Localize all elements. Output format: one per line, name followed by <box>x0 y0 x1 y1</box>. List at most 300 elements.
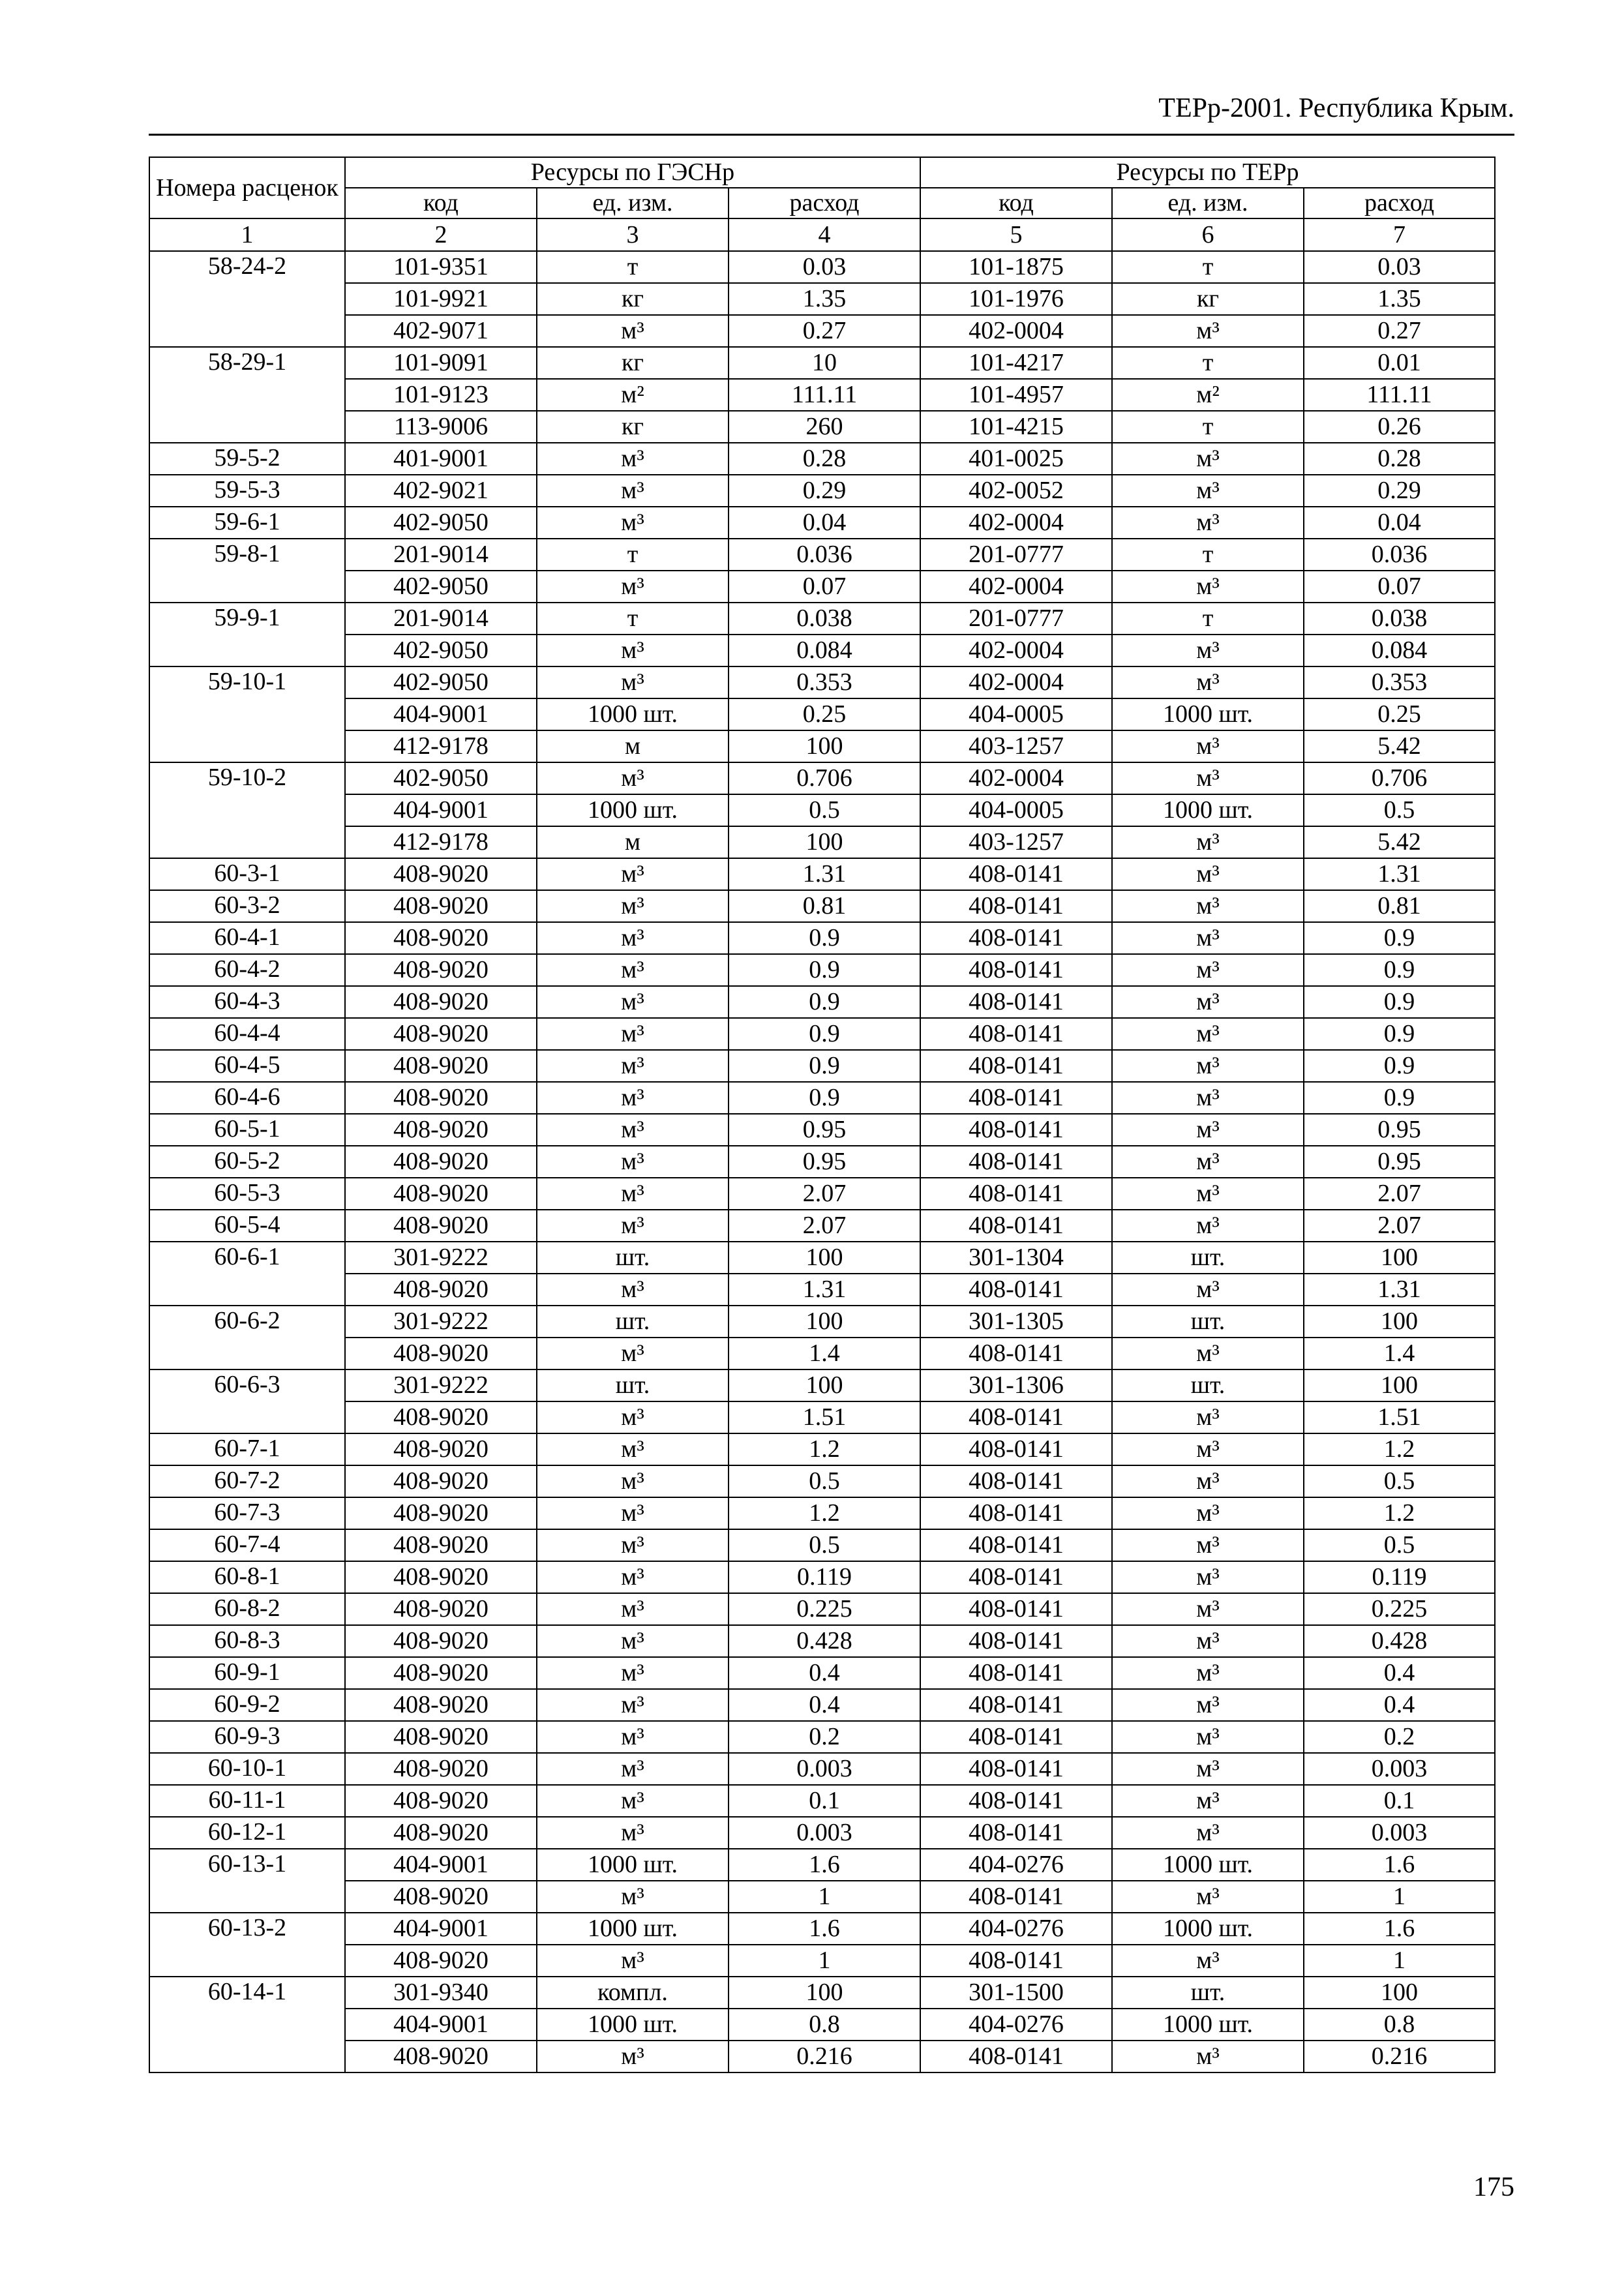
gesn-code-cell: 408-9020 <box>345 1338 537 1369</box>
gesn-code-cell: 301-9222 <box>345 1369 537 1401</box>
ter-code-cell: 403-1257 <box>920 826 1112 858</box>
gesn-unit-cell: м³ <box>537 1114 729 1146</box>
ter-unit-cell: м³ <box>1112 954 1304 986</box>
ter-unit-cell: м³ <box>1112 762 1304 794</box>
ter-unit-cell: м³ <box>1112 1433 1304 1465</box>
gesn-unit-cell: м³ <box>537 1753 729 1785</box>
ter-unit-cell: м³ <box>1112 1625 1304 1657</box>
gesn-consumption-cell: 1.4 <box>729 1338 920 1369</box>
ter-consumption-cell: 0.81 <box>1304 890 1495 922</box>
table-row <box>149 2009 1495 2041</box>
table-row <box>149 443 1495 475</box>
ter-code-cell: 408-0141 <box>920 890 1112 922</box>
gesn-code-cell: 408-9020 <box>345 1753 537 1785</box>
gesn-code-cell: 408-9020 <box>345 1274 537 1306</box>
table-row <box>149 1274 1495 1306</box>
ter-code-cell: 408-0141 <box>920 1721 1112 1753</box>
ter-consumption-cell: 0.003 <box>1304 1817 1495 1849</box>
gesn-consumption-cell: 100 <box>729 826 920 858</box>
gesn-code-cell: 402-9071 <box>345 315 537 347</box>
rate-number-cell: 60-8-2 <box>149 1593 345 1625</box>
gesn-code-cell: 408-9020 <box>345 1881 537 1913</box>
gesn-unit-cell: кг <box>537 283 729 315</box>
gesn-unit-cell: м³ <box>537 635 729 666</box>
gesn-unit-cell: 1000 шт. <box>537 794 729 826</box>
gesn-consumption-cell: 100 <box>729 730 920 762</box>
table-row <box>149 762 1495 794</box>
rate-number-cell: 59-5-2 <box>149 443 345 475</box>
ter-code-cell: 301-1305 <box>920 1306 1112 1338</box>
gesn-unit-cell: м <box>537 730 729 762</box>
table-row <box>149 571 1495 603</box>
table-row <box>149 922 1495 954</box>
ter-unit-cell: м³ <box>1112 1657 1304 1689</box>
gesn-code-cell: 408-9020 <box>345 1657 537 1689</box>
ter-consumption-cell: 0.9 <box>1304 922 1495 954</box>
table-row <box>149 539 1495 571</box>
column-number: 1 <box>149 218 345 251</box>
gesn-unit-cell: м³ <box>537 1210 729 1242</box>
gesn-unit-cell: м³ <box>537 1561 729 1593</box>
header-gesn-resources: Ресурсы по ГЭСНр <box>345 157 920 188</box>
gesn-unit-cell: т <box>537 539 729 571</box>
ter-code-cell: 408-0141 <box>920 1497 1112 1529</box>
gesn-consumption-cell: 100 <box>729 1977 920 2009</box>
ter-consumption-cell: 1.4 <box>1304 1338 1495 1369</box>
ter-code-cell: 408-0141 <box>920 1945 1112 1977</box>
table-row <box>149 1050 1495 1082</box>
ter-code-cell: 408-0141 <box>920 1753 1112 1785</box>
gesn-unit-cell: м³ <box>537 762 729 794</box>
gesn-consumption-cell: 0.9 <box>729 1082 920 1114</box>
ter-consumption-cell: 0.95 <box>1304 1114 1495 1146</box>
ter-consumption-cell: 5.42 <box>1304 730 1495 762</box>
ter-code-cell: 408-0141 <box>920 1114 1112 1146</box>
gesn-consumption-cell: 0.5 <box>729 794 920 826</box>
gesn-unit-cell: м³ <box>537 1785 729 1817</box>
rate-number-cell: 60-6-1 <box>149 1242 345 1306</box>
gesn-unit-cell: м³ <box>537 1465 729 1497</box>
ter-unit-cell: м³ <box>1112 1082 1304 1114</box>
table-row <box>149 283 1495 315</box>
ter-code-cell: 408-0141 <box>920 1881 1112 1913</box>
gesn-unit-cell: м³ <box>537 1945 729 1977</box>
table-row <box>149 1817 1495 1849</box>
gesn-consumption-cell: 0.706 <box>729 762 920 794</box>
gesn-code-cell: 408-9020 <box>345 2041 537 2072</box>
ter-consumption-cell: 1.6 <box>1304 1849 1495 1881</box>
gesn-code-cell: 402-9050 <box>345 762 537 794</box>
gesn-consumption-cell: 1.2 <box>729 1497 920 1529</box>
gesn-unit-cell: м³ <box>537 571 729 603</box>
table-row <box>149 1082 1495 1114</box>
ter-code-cell: 402-0004 <box>920 762 1112 794</box>
ter-unit-cell: м² <box>1112 379 1304 411</box>
rate-number-cell: 59-5-3 <box>149 475 345 507</box>
rate-number-cell: 60-4-5 <box>149 1050 345 1082</box>
gesn-unit-cell: м³ <box>537 666 729 698</box>
table-row <box>149 1369 1495 1401</box>
ter-code-cell: 401-0025 <box>920 443 1112 475</box>
rate-number-cell: 60-6-3 <box>149 1369 345 1433</box>
ter-unit-cell: м³ <box>1112 1721 1304 1753</box>
ter-code-cell: 301-1304 <box>920 1242 1112 1274</box>
ter-code-cell: 402-0004 <box>920 507 1112 539</box>
table-row <box>149 1689 1495 1721</box>
ter-code-cell: 408-0141 <box>920 1817 1112 1849</box>
ter-code-cell: 101-4217 <box>920 347 1112 379</box>
rate-number-cell: 60-5-1 <box>149 1114 345 1146</box>
table-row <box>149 1529 1495 1561</box>
gesn-code-cell: 408-9020 <box>345 1561 537 1593</box>
gesn-code-cell: 408-9020 <box>345 1593 537 1625</box>
ter-code-cell: 408-0141 <box>920 2041 1112 2072</box>
gesn-unit-cell: м³ <box>537 1338 729 1369</box>
gesn-consumption-cell: 1.6 <box>729 1849 920 1881</box>
gesn-consumption-cell: 0.27 <box>729 315 920 347</box>
rate-number-cell: 58-24-2 <box>149 251 345 347</box>
table-row <box>149 1593 1495 1625</box>
gesn-consumption-cell: 0.5 <box>729 1465 920 1497</box>
ter-unit-cell: м³ <box>1112 1178 1304 1210</box>
ter-unit-cell: т <box>1112 603 1304 635</box>
gesn-code-cell: 401-9001 <box>345 443 537 475</box>
ter-consumption-cell: 0.27 <box>1304 315 1495 347</box>
document-header-title: ТЕРр-2001. Республика Крым. <box>1158 93 1514 123</box>
table-row <box>149 826 1495 858</box>
table-row <box>149 1178 1495 1210</box>
gesn-consumption-cell: 0.119 <box>729 1561 920 1593</box>
gesn-consumption-cell: 0.8 <box>729 2009 920 2041</box>
gesn-consumption-cell: 0.07 <box>729 571 920 603</box>
ter-unit-cell: м³ <box>1112 1785 1304 1817</box>
subheader-ter-consumption: расход <box>1304 188 1495 218</box>
table-row <box>149 794 1495 826</box>
ter-code-cell: 408-0141 <box>920 1689 1112 1721</box>
ter-code-cell: 101-1976 <box>920 283 1112 315</box>
gesn-code-cell: 404-9001 <box>345 2009 537 2041</box>
ter-consumption-cell: 0.119 <box>1304 1561 1495 1593</box>
ter-consumption-cell: 2.07 <box>1304 1178 1495 1210</box>
gesn-code-cell: 408-9020 <box>345 1945 537 1977</box>
column-number: 3 <box>537 218 729 251</box>
gesn-code-cell: 408-9020 <box>345 1497 537 1529</box>
gesn-consumption-cell: 100 <box>729 1306 920 1338</box>
ter-consumption-cell: 0.428 <box>1304 1625 1495 1657</box>
ter-unit-cell: м³ <box>1112 922 1304 954</box>
ter-consumption-cell: 0.5 <box>1304 1465 1495 1497</box>
column-number: 2 <box>345 218 537 251</box>
ter-consumption-cell: 0.03 <box>1304 251 1495 283</box>
table-row <box>149 475 1495 507</box>
ter-code-cell: 408-0141 <box>920 1529 1112 1561</box>
ter-unit-cell: м³ <box>1112 1881 1304 1913</box>
column-numbers-row <box>149 218 1495 251</box>
ter-consumption-cell: 0.9 <box>1304 1050 1495 1082</box>
rate-number-cell: 58-29-1 <box>149 347 345 443</box>
table-row <box>149 1146 1495 1178</box>
ter-consumption-cell: 0.9 <box>1304 986 1495 1018</box>
ter-unit-cell: м³ <box>1112 1497 1304 1529</box>
table-row <box>149 2041 1495 2072</box>
gesn-consumption-cell: 1.6 <box>729 1913 920 1945</box>
gesn-unit-cell: м² <box>537 379 729 411</box>
gesn-code-cell: 408-9020 <box>345 1401 537 1433</box>
ter-code-cell: 101-4215 <box>920 411 1112 443</box>
ter-consumption-cell: 0.4 <box>1304 1689 1495 1721</box>
ter-code-cell: 201-0777 <box>920 603 1112 635</box>
gesn-code-cell: 408-9020 <box>345 1146 537 1178</box>
header-rule <box>149 134 1514 136</box>
gesn-unit-cell: м³ <box>537 1625 729 1657</box>
rate-number-cell: 60-6-2 <box>149 1306 345 1369</box>
gesn-consumption-cell: 0.9 <box>729 922 920 954</box>
rate-number-cell: 60-7-3 <box>149 1497 345 1529</box>
table-row <box>149 1753 1495 1785</box>
ter-consumption-cell: 0.25 <box>1304 698 1495 730</box>
table-row <box>149 1561 1495 1593</box>
table-row <box>149 698 1495 730</box>
table-row <box>149 1721 1495 1753</box>
gesn-code-cell: 404-9001 <box>345 698 537 730</box>
ter-unit-cell: м³ <box>1112 571 1304 603</box>
ter-code-cell: 408-0141 <box>920 1274 1112 1306</box>
gesn-code-cell: 301-9340 <box>345 1977 537 2009</box>
rate-number-cell: 60-5-3 <box>149 1178 345 1210</box>
gesn-consumption-cell: 0.9 <box>729 986 920 1018</box>
table-row <box>149 635 1495 666</box>
ter-consumption-cell: 0.706 <box>1304 762 1495 794</box>
table-row <box>149 986 1495 1018</box>
gesn-consumption-cell: 0.428 <box>729 1625 920 1657</box>
ter-consumption-cell: 0.26 <box>1304 411 1495 443</box>
gesn-unit-cell: м³ <box>537 1657 729 1689</box>
ter-consumption-cell: 1 <box>1304 1881 1495 1913</box>
gesn-code-cell: 408-9020 <box>345 1465 537 1497</box>
subheader-gesn-unit: ед. изм. <box>537 188 729 218</box>
ter-unit-cell: м³ <box>1112 1593 1304 1625</box>
ter-consumption-cell: 1.2 <box>1304 1497 1495 1529</box>
rate-number-cell: 60-3-1 <box>149 858 345 890</box>
gesn-consumption-cell: 260 <box>729 411 920 443</box>
ter-unit-cell: м³ <box>1112 1561 1304 1593</box>
ter-code-cell: 408-0141 <box>920 1657 1112 1689</box>
table-row <box>149 1401 1495 1433</box>
gesn-code-cell: 408-9020 <box>345 1178 537 1210</box>
table-row <box>149 1849 1495 1881</box>
table-row <box>149 1945 1495 1977</box>
ter-code-cell: 408-0141 <box>920 1401 1112 1433</box>
gesn-code-cell: 404-9001 <box>345 794 537 826</box>
ter-code-cell: 408-0141 <box>920 922 1112 954</box>
gesn-unit-cell: м³ <box>537 1018 729 1050</box>
table-row <box>149 954 1495 986</box>
gesn-code-cell: 408-9020 <box>345 1625 537 1657</box>
gesn-consumption-cell: 0.95 <box>729 1114 920 1146</box>
gesn-consumption-cell: 0.9 <box>729 1018 920 1050</box>
gesn-unit-cell: кг <box>537 411 729 443</box>
ter-consumption-cell: 0.038 <box>1304 603 1495 635</box>
table-row <box>149 315 1495 347</box>
gesn-consumption-cell: 0.81 <box>729 890 920 922</box>
ter-code-cell: 408-0141 <box>920 1050 1112 1082</box>
ter-unit-cell: м³ <box>1112 1274 1304 1306</box>
ter-consumption-cell: 0.216 <box>1304 2041 1495 2072</box>
ter-unit-cell: 1000 шт. <box>1112 1913 1304 1945</box>
ter-unit-cell: т <box>1112 539 1304 571</box>
gesn-unit-cell: шт. <box>537 1306 729 1338</box>
column-number: 6 <box>1112 218 1304 251</box>
ter-consumption-cell: 0.2 <box>1304 1721 1495 1753</box>
ter-unit-cell: м³ <box>1112 1689 1304 1721</box>
ter-unit-cell: шт. <box>1112 1977 1304 2009</box>
ter-unit-cell: м³ <box>1112 826 1304 858</box>
subheader-ter-code: код <box>920 188 1112 218</box>
gesn-unit-cell: м³ <box>537 986 729 1018</box>
table-row <box>149 411 1495 443</box>
gesn-unit-cell: м³ <box>537 1593 729 1625</box>
gesn-consumption-cell: 0.036 <box>729 539 920 571</box>
column-number: 4 <box>729 218 920 251</box>
gesn-unit-cell: т <box>537 603 729 635</box>
gesn-consumption-cell: 2.07 <box>729 1178 920 1210</box>
table-row <box>149 1242 1495 1274</box>
ter-consumption-cell: 0.5 <box>1304 1529 1495 1561</box>
ter-code-cell: 408-0141 <box>920 1465 1112 1497</box>
table-row <box>149 1913 1495 1945</box>
gesn-consumption-cell: 0.003 <box>729 1817 920 1849</box>
gesn-consumption-cell: 0.03 <box>729 251 920 283</box>
ter-consumption-cell: 0.29 <box>1304 475 1495 507</box>
ter-consumption-cell: 0.9 <box>1304 1018 1495 1050</box>
gesn-consumption-cell: 0.084 <box>729 635 920 666</box>
gesn-code-cell: 408-9020 <box>345 1817 537 1849</box>
gesn-consumption-cell: 0.4 <box>729 1689 920 1721</box>
ter-code-cell: 404-0276 <box>920 1849 1112 1881</box>
ter-consumption-cell: 1.6 <box>1304 1913 1495 1945</box>
ter-code-cell: 101-4957 <box>920 379 1112 411</box>
ter-code-cell: 408-0141 <box>920 858 1112 890</box>
gesn-consumption-cell: 1.31 <box>729 858 920 890</box>
ter-code-cell: 404-0005 <box>920 794 1112 826</box>
gesn-code-cell: 408-9020 <box>345 954 537 986</box>
gesn-unit-cell: м³ <box>537 890 729 922</box>
ter-consumption-cell: 2.07 <box>1304 1210 1495 1242</box>
ter-code-cell: 408-0141 <box>920 1433 1112 1465</box>
table-row <box>149 1977 1495 2009</box>
gesn-consumption-cell: 1 <box>729 1881 920 1913</box>
gesn-consumption-cell: 0.5 <box>729 1529 920 1561</box>
gesn-code-cell: 408-9020 <box>345 1785 537 1817</box>
rate-number-cell: 60-5-4 <box>149 1210 345 1242</box>
gesn-consumption-cell: 1.35 <box>729 283 920 315</box>
table-row <box>149 603 1495 635</box>
rate-number-cell: 60-13-2 <box>149 1913 345 1977</box>
ter-code-cell: 408-0141 <box>920 1178 1112 1210</box>
ter-consumption-cell: 0.28 <box>1304 443 1495 475</box>
gesn-unit-cell: м³ <box>537 954 729 986</box>
ter-code-cell: 408-0141 <box>920 1210 1112 1242</box>
gesn-code-cell: 408-9020 <box>345 986 537 1018</box>
gesn-consumption-cell: 1.51 <box>729 1401 920 1433</box>
ter-consumption-cell: 1.35 <box>1304 283 1495 315</box>
table-row <box>149 1306 1495 1338</box>
ter-consumption-cell: 100 <box>1304 1306 1495 1338</box>
ter-consumption-cell: 0.9 <box>1304 1082 1495 1114</box>
ter-unit-cell: м³ <box>1112 1018 1304 1050</box>
gesn-consumption-cell: 0.29 <box>729 475 920 507</box>
gesn-unit-cell: кг <box>537 347 729 379</box>
ter-unit-cell: м³ <box>1112 315 1304 347</box>
ter-code-cell: 408-0141 <box>920 986 1112 1018</box>
gesn-consumption-cell: 0.04 <box>729 507 920 539</box>
gesn-unit-cell: м³ <box>537 922 729 954</box>
rate-number-cell: 60-12-1 <box>149 1817 345 1849</box>
ter-consumption-cell: 100 <box>1304 1242 1495 1274</box>
ter-code-cell: 408-0141 <box>920 1018 1112 1050</box>
gesn-code-cell: 404-9001 <box>345 1913 537 1945</box>
ter-unit-cell: м³ <box>1112 1529 1304 1561</box>
table-row <box>149 1114 1495 1146</box>
gesn-unit-cell: м³ <box>537 475 729 507</box>
gesn-code-cell: 301-9222 <box>345 1242 537 1274</box>
rate-number-cell: 60-10-1 <box>149 1753 345 1785</box>
gesn-consumption-cell: 0.9 <box>729 1050 920 1082</box>
ter-unit-cell: м³ <box>1112 1050 1304 1082</box>
ter-consumption-cell: 1.51 <box>1304 1401 1495 1433</box>
table-row <box>149 379 1495 411</box>
ter-unit-cell: м³ <box>1112 475 1304 507</box>
rate-number-cell: 60-4-2 <box>149 954 345 986</box>
ter-code-cell: 408-0141 <box>920 1146 1112 1178</box>
ter-unit-cell: м³ <box>1112 1401 1304 1433</box>
rate-number-cell: 60-7-1 <box>149 1433 345 1465</box>
ter-consumption-cell: 5.42 <box>1304 826 1495 858</box>
gesn-code-cell: 408-9020 <box>345 890 537 922</box>
gesn-code-cell: 402-9021 <box>345 475 537 507</box>
ter-code-cell: 402-0052 <box>920 475 1112 507</box>
table-row <box>149 347 1495 379</box>
rate-number-cell: 60-11-1 <box>149 1785 345 1817</box>
ter-unit-cell: 1000 шт. <box>1112 698 1304 730</box>
gesn-code-cell: 408-9020 <box>345 922 537 954</box>
ter-code-cell: 408-0141 <box>920 1561 1112 1593</box>
ter-code-cell: 402-0004 <box>920 635 1112 666</box>
rate-number-cell: 60-8-1 <box>149 1561 345 1593</box>
ter-consumption-cell: 0.036 <box>1304 539 1495 571</box>
ter-unit-cell: м³ <box>1112 443 1304 475</box>
ter-code-cell: 301-1500 <box>920 1977 1112 2009</box>
table-row <box>149 1433 1495 1465</box>
gesn-unit-cell: м <box>537 826 729 858</box>
ter-consumption-cell: 0.07 <box>1304 571 1495 603</box>
ter-consumption-cell: 0.4 <box>1304 1657 1495 1689</box>
ter-consumption-cell: 0.084 <box>1304 635 1495 666</box>
ter-consumption-cell: 0.04 <box>1304 507 1495 539</box>
table-row <box>149 507 1495 539</box>
gesn-code-cell: 301-9222 <box>345 1306 537 1338</box>
gesn-consumption-cell: 0.353 <box>729 666 920 698</box>
gesn-unit-cell: м³ <box>537 1050 729 1082</box>
gesn-unit-cell: м³ <box>537 858 729 890</box>
ter-code-cell: 408-0141 <box>920 1593 1112 1625</box>
gesn-unit-cell: м³ <box>537 1082 729 1114</box>
gesn-unit-cell: м³ <box>537 315 729 347</box>
table-row <box>149 666 1495 698</box>
ter-unit-cell: шт. <box>1112 1242 1304 1274</box>
gesn-consumption-cell: 0.28 <box>729 443 920 475</box>
gesn-unit-cell: м³ <box>537 1178 729 1210</box>
